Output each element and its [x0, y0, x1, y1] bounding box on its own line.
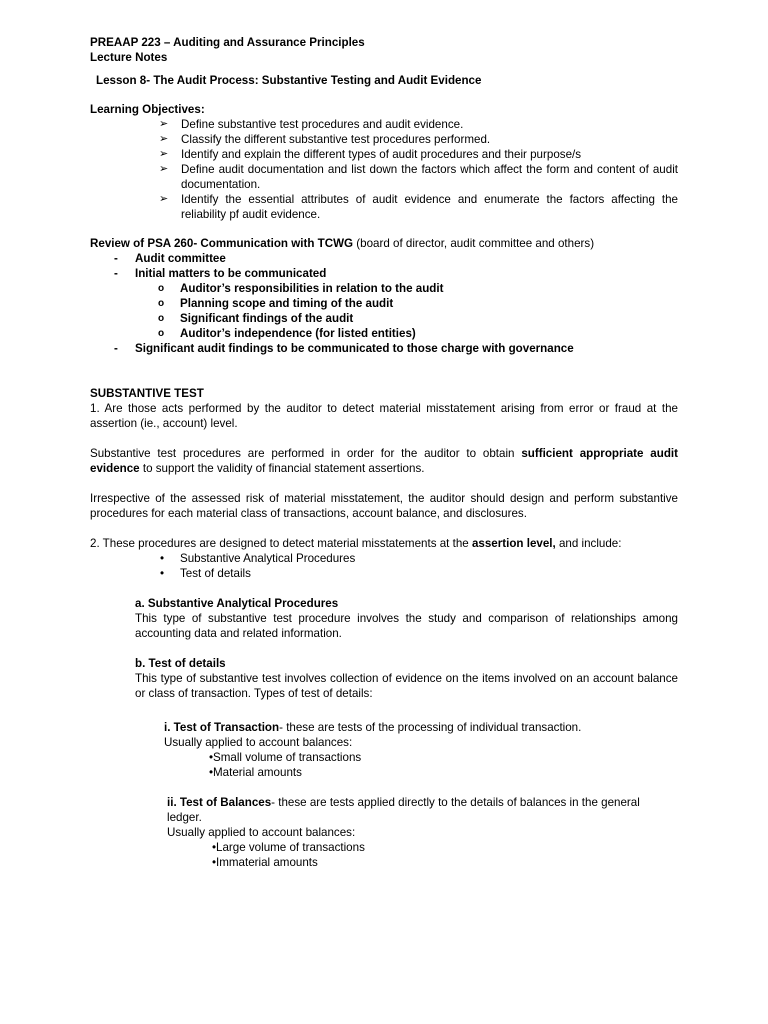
- arrow-bullet-icon: ➢: [159, 133, 169, 145]
- arrow-bullet-icon: ➢: [159, 193, 169, 205]
- circle-bullet-icon: o: [158, 313, 165, 324]
- substantive-test-heading: SUBSTANTIVE TEST: [90, 387, 204, 400]
- dash-bullet-icon: -: [114, 342, 118, 355]
- sublist-item: o Significant findings of the audit: [158, 312, 354, 325]
- substantive-paragraph-4: 2. These procedures are designed to detect material misstatements at the assertion level, and include:: [90, 537, 622, 550]
- bullet-dot-icon: •: [212, 841, 217, 854]
- lesson-title: Lesson 8- The Audit Process: Substantive Testing and Audit Evidence: [96, 74, 482, 87]
- review-heading: Review of PSA 260- Communication with TCWG (board of director, audit committee and others): [90, 237, 595, 250]
- course-title: PREAAP 223 – Auditing and Assurance Principles: [90, 36, 365, 49]
- sublist-item: o Planning scope and timing of the audit: [158, 297, 394, 310]
- sublist-item: o Auditor’s independence (for listed entities): [158, 327, 416, 340]
- test-of-transaction-text: i. Test of Transaction- these are tests of the processing of individual transaction.: [164, 721, 582, 734]
- bullet-dot-icon: •: [160, 552, 165, 565]
- section-test-of-details: [90, 656, 678, 701]
- review-list: [90, 251, 678, 356]
- circle-bullet-icon: o: [158, 328, 165, 339]
- objectives-heading: Learning Objectives:: [90, 103, 205, 116]
- test-of-transaction-list: [90, 750, 678, 780]
- substantive-paragraph-1: 1. Are those acts performed by the auditor to detect material misstatement arising from error or fraud at the assertion (ie., account) level.: [90, 402, 678, 430]
- substantive-paragraph-2: Substantive test procedures are performed in order for the auditor to obtain sufficient appropriate audit evidence to support the validity of financial statement assertions.: [90, 447, 678, 475]
- substantive-paragraph-3: Irrespective of the assessed risk of material misstatement, the auditor should design and perform substantive procedures for each material class of transactions, account balance, and disclosures.: [90, 492, 678, 520]
- section-test-of-transaction: [90, 720, 678, 750]
- review-item-audit-committee: - Audit committee: [114, 252, 226, 265]
- objective-item: ➢ Identify the essential attributes of audit evidence and enumerate the factors affecting the reliability pf audit evidence.: [159, 193, 678, 221]
- objective-item: ➢ Define substantive test procedures and audit evidence.: [159, 118, 464, 131]
- objective-item: ➢ Classify the different substantive test procedures performed.: [159, 133, 491, 146]
- arrow-bullet-icon: ➢: [159, 118, 169, 130]
- procedure-type-item: • Test of details: [160, 567, 251, 580]
- bullet-dot-icon: •: [212, 856, 217, 869]
- section-a-heading: a. Substantive Analytical Procedures: [135, 597, 339, 610]
- procedure-types-list: [90, 551, 678, 581]
- bullet-dot-icon: •: [160, 567, 165, 580]
- objective-item: ➢ Define audit documentation and list down the factors which affect the form and content of audit documentation.: [159, 163, 678, 191]
- test-of-balances-list: [90, 840, 678, 870]
- initial-matters-sublist: [135, 281, 678, 341]
- dash-bullet-icon: -: [114, 267, 118, 280]
- section-analytical-procedures: [90, 596, 678, 641]
- sublist-item: o Auditor’s responsibilities in relation to the audit: [158, 282, 444, 295]
- transaction-condition-item: • Material amounts: [209, 766, 302, 779]
- balance-condition-item: • Large volume of transactions: [212, 841, 365, 854]
- dash-bullet-icon: -: [114, 252, 118, 265]
- circle-bullet-icon: o: [158, 283, 165, 294]
- bullet-dot-icon: •: [209, 766, 214, 779]
- document-content: [90, 35, 678, 870]
- procedure-type-item: • Substantive Analytical Procedures: [160, 552, 356, 565]
- review-item-initial-matters: - Initial matters to be communicated o Auditor’s responsibilities in relation to the audit o Planning scope and timing of the audit o Significant findings of the audit o Auditor’s independence (for listed entities): [112, 266, 678, 341]
- arrow-bullet-icon: ➢: [159, 163, 169, 175]
- lecture-notes-label: Lecture Notes: [90, 51, 168, 64]
- transaction-condition-item: • Small volume of transactions: [209, 751, 362, 764]
- section-b-text: This type of substantive test involves collection of evidence on the items involved on an account balance or class of transaction. Types of test of details:: [135, 672, 678, 700]
- section-test-of-balances: [90, 795, 657, 840]
- circle-bullet-icon: o: [158, 298, 165, 309]
- balance-condition-item: • Immaterial amounts: [212, 856, 318, 869]
- section-b-heading: b. Test of details: [135, 657, 226, 670]
- test-of-balances-usually: Usually applied to account balances:: [167, 826, 356, 839]
- test-of-transaction-usually: Usually applied to account balances:: [164, 736, 353, 749]
- arrow-bullet-icon: ➢: [159, 148, 169, 160]
- review-item-significant-findings: - Significant audit findings to be communicated to those charge with governance: [114, 342, 574, 355]
- test-of-balances-text: ii. Test of Balances- these are tests applied directly to the details of balances in the general ledger.: [167, 796, 640, 824]
- objectives-list: [90, 117, 678, 222]
- objective-item: ➢ Identify and explain the different types of audit procedures and their purpose/s: [159, 148, 582, 161]
- section-a-text: This type of substantive test procedure involves the study and comparison of relationships among accounting data and related information.: [135, 612, 678, 640]
- bullet-dot-icon: •: [209, 751, 214, 764]
